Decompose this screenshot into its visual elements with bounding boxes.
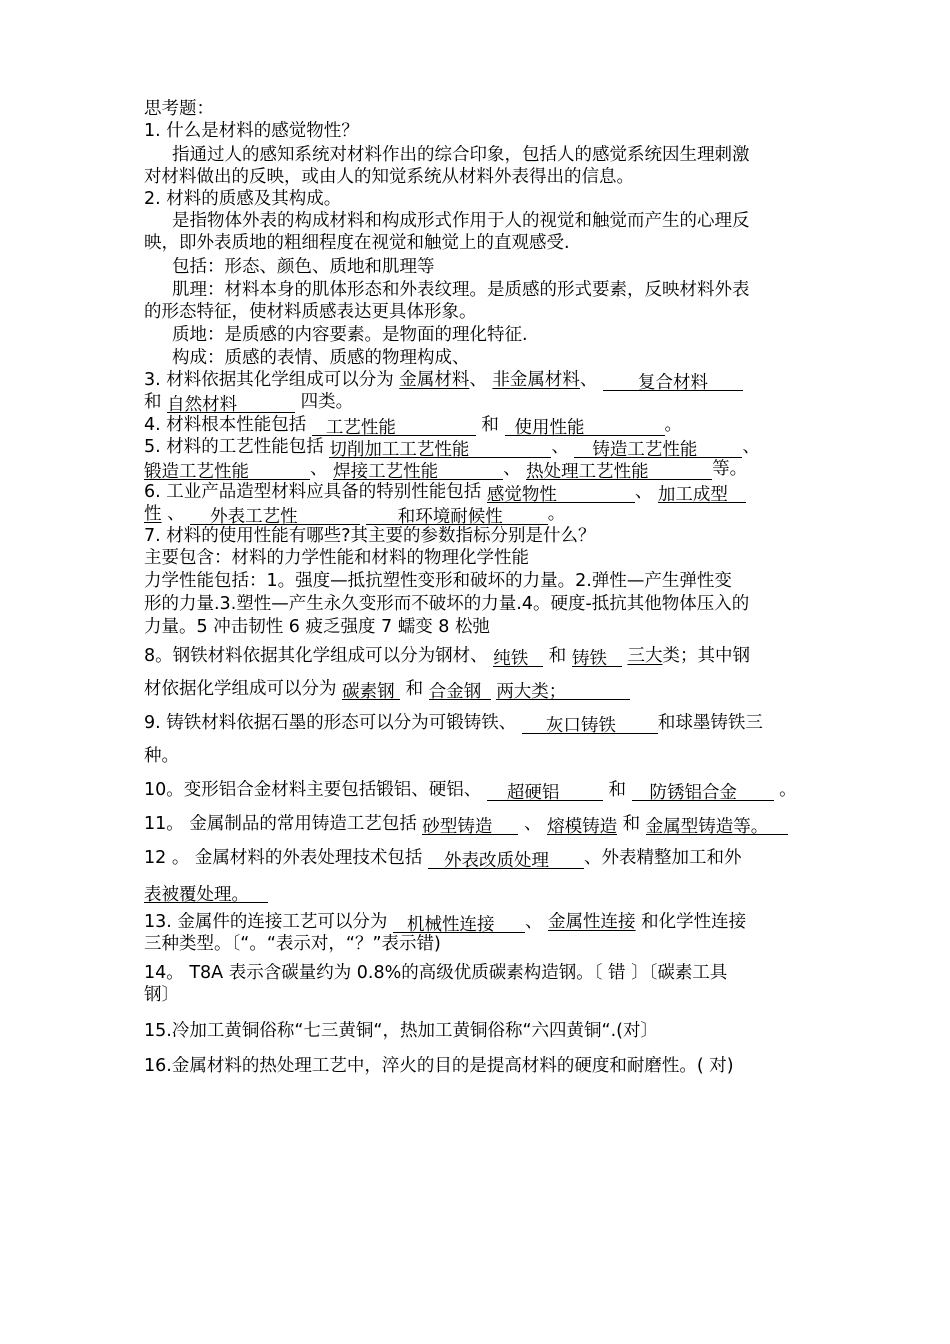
q10-line xyxy=(144,779,797,801)
q3-answer-nonmetal: 非金属材料 xyxy=(492,370,580,390)
q13-answer-mechanical: 机械性连接 xyxy=(406,915,495,935)
q5-sep3: 、 xyxy=(310,459,328,479)
q9-answer-gray-iron: 灰口铸铁 xyxy=(545,716,616,736)
q12-line1 xyxy=(144,847,741,869)
q6-answer-weather: 和环境耐候性 xyxy=(397,507,503,527)
q5-prefix: 5. 材料的工艺性能包括 xyxy=(144,437,324,457)
q3-line1 xyxy=(144,369,743,391)
q2-quality: 质地：是质感的内容要素。是物面的理化特征. xyxy=(172,325,528,345)
q6-answer-forming: 加工成型 xyxy=(657,485,728,505)
q11-answer1-blank xyxy=(422,816,518,835)
q2-composition: 构成：质感的表情、质感的物理构成、 xyxy=(172,348,470,368)
q3-sep1: 、 xyxy=(469,370,487,390)
q11-end: 等。 xyxy=(733,817,769,837)
q10-end: 。 xyxy=(779,780,797,800)
q13-prefix: 13. 金属件的连接工艺可以分为 xyxy=(144,912,388,932)
q7-mech-line2: 形的力量.3.塑性—产生永久变形而不破坏的力量.4。硬度-抵抗其他物体压入的 xyxy=(144,594,750,614)
q3-prefix: 3. 材料依据其化学组成可以分为 xyxy=(144,370,394,390)
q5-line2 xyxy=(144,458,747,480)
q1-answer-line2: 对材料做出的反映，或由人的知觉系统从材料外表得出的信息。 xyxy=(144,167,634,187)
q5-answer1-blank xyxy=(329,439,551,458)
q11-prefix: 11。 金属制品的常用铸造工艺包括 xyxy=(144,814,417,834)
q8-suffix-blank xyxy=(496,681,630,700)
q8-and2: 和 xyxy=(405,679,424,699)
q6-answer-surface: 外表工艺性 xyxy=(210,507,298,527)
q8-answer-carbon-steel: 碳素钢 xyxy=(342,682,395,702)
q4-and: 和 xyxy=(481,415,499,435)
q2-answer-line2: 映，即外表质地的粗细程度在视觉和触觉上的直观感受. xyxy=(144,233,570,253)
q4-end: 。 xyxy=(664,415,682,435)
q11-and: 和 xyxy=(622,814,641,834)
q14-line1: 14。 T8A 表示含碳量约为 0.8%的高级优质碳素构造钢。〔 错 〕〔碳素工具 xyxy=(144,963,728,983)
q6-answer4-blank xyxy=(366,506,548,525)
q10-answer2-blank xyxy=(632,782,774,801)
q8-mid: 类；其中钢 xyxy=(662,646,750,666)
q6-sep1: 、 xyxy=(634,482,653,502)
q8-answer-pure-iron: 纯铁 xyxy=(493,649,529,669)
q9-line1 xyxy=(144,712,763,734)
q6-end: 。 xyxy=(547,504,566,524)
q2-texture-line2: 的形态特征，使材料质感表达更具体形象。 xyxy=(144,302,477,322)
q6-answer-forming-end: 性 xyxy=(144,504,162,524)
q5-answer2-blank xyxy=(574,439,742,458)
q6-sep2: 、 xyxy=(167,504,185,524)
q8-and: 和 xyxy=(548,646,567,666)
q3-answer-metal: 金属材料 xyxy=(399,370,470,390)
q11-sep1: 、 xyxy=(524,814,542,834)
q9-answer1-blank xyxy=(522,715,658,734)
q7-mech-line1: 力学性能包括：1。强度—抵抗塑性变形和破坏的力量。2.弹性—产生弹性变 xyxy=(144,571,732,591)
q3-line2 xyxy=(144,391,353,413)
q8-prefix: 8。钢铁材料依据其化学组成可以分为钢材、 xyxy=(144,646,488,666)
q2-question: 2. 材料的质感及其构成。 xyxy=(144,189,342,209)
q8-line2 xyxy=(144,678,630,700)
q5-answer5-blank xyxy=(526,461,712,480)
q8-answer2-blank xyxy=(572,648,622,667)
q5-answer-casting: 铸造工艺性能 xyxy=(592,440,698,460)
q5-answer-forging: 锻造工艺性能 xyxy=(144,462,249,482)
q12-prefix: 12 。 金属材料的外表处理技术包括 xyxy=(144,848,423,868)
q5-sep2: 、 xyxy=(742,437,760,457)
q13-line2: 三种类型。〔“。“表示对，“？”表示错) xyxy=(144,934,441,954)
q8-line2-prefix: 材依据化学组成可以分为 xyxy=(144,679,337,699)
q3-answer-natural-blank xyxy=(167,394,295,413)
q10-answer1-blank xyxy=(487,782,603,801)
q12-answer-coating: 表被覆处理 xyxy=(144,885,232,905)
q6-line2 xyxy=(144,503,565,525)
q9-prefix: 9. 铸铁材料依据石墨的形态可以分为可锻铸铁、 xyxy=(144,713,517,733)
q12-answer-modification: 外表改质处理 xyxy=(443,851,549,871)
q5-end: 等。 xyxy=(712,459,748,479)
q10-and: 和 xyxy=(608,780,626,800)
q10-answer-antirust: 防锈铝合金 xyxy=(649,783,738,803)
q14-line2: 钢〕 xyxy=(144,985,179,1005)
q8-line1 xyxy=(144,645,750,667)
q2-texture-line1: 肌理：材料本身的肌体形态和外表纹理。是质感的形式要素，反映材料外表 xyxy=(172,280,750,300)
q11-answer-metal-mold: 金属型铸造 xyxy=(645,817,734,837)
q12-end: 。 xyxy=(231,885,249,905)
q13-suffix: 和化学性连接 xyxy=(641,912,747,932)
q4-answer-use: 使用性能 xyxy=(514,418,585,438)
q15-line: 15.冷加工黄铜俗称“七三黄铜“，热加工黄铜俗称“六四黄铜“.(对〕 xyxy=(144,1021,658,1041)
q5-sep1: 、 xyxy=(551,437,569,457)
q3-and: 和 xyxy=(144,392,162,412)
q3-answer-composite: 复合材料 xyxy=(638,373,708,393)
q2-answer-line1: 是指物体外表的构成材料和构成形式作用于人的视觉和触觉而产生的心理反 xyxy=(172,211,750,231)
q7-question: 7. 材料的使用性能有哪些?其主要的参数指标分别是什么？ xyxy=(144,526,596,546)
q8-answer1-blank xyxy=(493,648,543,667)
q2-include: 包括：形态、颜色、质地和肌理等 xyxy=(172,257,435,277)
q6-answer2-blank xyxy=(658,484,746,503)
doc-title: 思考题： xyxy=(144,99,214,119)
q11-answer-sand: 砂型铸造 xyxy=(422,817,493,837)
q5-answer-welding: 焊接工艺性能 xyxy=(333,462,439,482)
q6-answer1-blank xyxy=(487,484,635,503)
q4-answer-process-blank xyxy=(312,417,476,436)
q8-answer5-blank xyxy=(429,681,491,700)
q5-answer-heat: 热处理工艺性能 xyxy=(526,462,649,482)
q8-suffix: 两大类； xyxy=(496,682,567,702)
q13-sep1: 、 xyxy=(524,912,543,932)
q12-suffix: 、外表精整加工和外 xyxy=(583,848,742,868)
q5-sep4: 、 xyxy=(503,459,521,479)
q3-answer-composite-blank xyxy=(603,372,743,391)
q4-line xyxy=(144,414,682,436)
q10-prefix: 10。变形铝合金材料主要包括锻铝、硬铝、 xyxy=(144,780,482,800)
q5-line1 xyxy=(144,436,760,458)
q11-answer3-blank xyxy=(646,816,788,835)
q12-answer1-blank xyxy=(428,850,584,869)
q6-answer-sense: 感觉物性 xyxy=(486,485,557,505)
q12-answer2-blank xyxy=(144,884,268,903)
q3-suffix: 四类。 xyxy=(300,392,354,412)
q13-answer-metallic: 金属性连接 xyxy=(548,912,636,932)
q4-prefix: 4. 材料根本性能包括 xyxy=(144,415,307,435)
q7-answer-main: 主要包含：材料的力学性能和材料的物理化学性能 xyxy=(144,548,529,568)
q4-answer-use-blank xyxy=(505,417,665,436)
q9-line2: 种。 xyxy=(144,746,179,766)
q6-prefix: 6. 工业产品造型材料应具备的特别性能包括 xyxy=(144,482,482,502)
q12-line2 xyxy=(144,881,268,903)
q13-line1 xyxy=(144,911,746,933)
q13-answer1-blank xyxy=(393,914,525,933)
q11-answer2-blank xyxy=(547,816,617,835)
q11-line xyxy=(144,813,788,835)
q8-answer4-blank xyxy=(342,681,400,700)
q1-question: 1. 什么是材料的感觉物性？ xyxy=(144,121,359,141)
q5-answer4-blank xyxy=(333,461,503,480)
q8-answer-alloy-steel: 合金钢 xyxy=(428,682,482,702)
q5-answer-cutting: 切削加工工艺性能 xyxy=(329,440,470,460)
q3-answer-natural: 自然材料 xyxy=(167,395,238,415)
q4-answer-process: 工艺性能 xyxy=(325,418,396,438)
q1-answer-line1: 指通过人的感知系统对材料作出的综合印象，包括人的感觉系统因生理刺激 xyxy=(172,145,750,165)
q10-answer-superhard: 超硬铝 xyxy=(506,783,560,803)
q7-mech-line3: 力量。5 冲击韧性 6 疲乏强度 7 蠕变 8 松弛 xyxy=(144,617,490,637)
q8-answer-three: 三大 xyxy=(627,646,663,666)
q8-answer-cast-iron: 铸铁 xyxy=(571,649,607,669)
q6-line1 xyxy=(144,481,746,503)
q5-answer3-blank xyxy=(144,461,310,480)
q9-suffix: 和球墨铸铁三 xyxy=(657,713,763,733)
q3-sep2: 、 xyxy=(579,370,598,390)
q6-answer3-blank xyxy=(190,506,360,525)
q16-line: 16.金属材料的热处理工艺中，淬火的目的是提高材料的硬度和耐磨性。( 对) xyxy=(144,1056,734,1076)
q11-answer-investment: 熔模铸造 xyxy=(547,817,618,837)
